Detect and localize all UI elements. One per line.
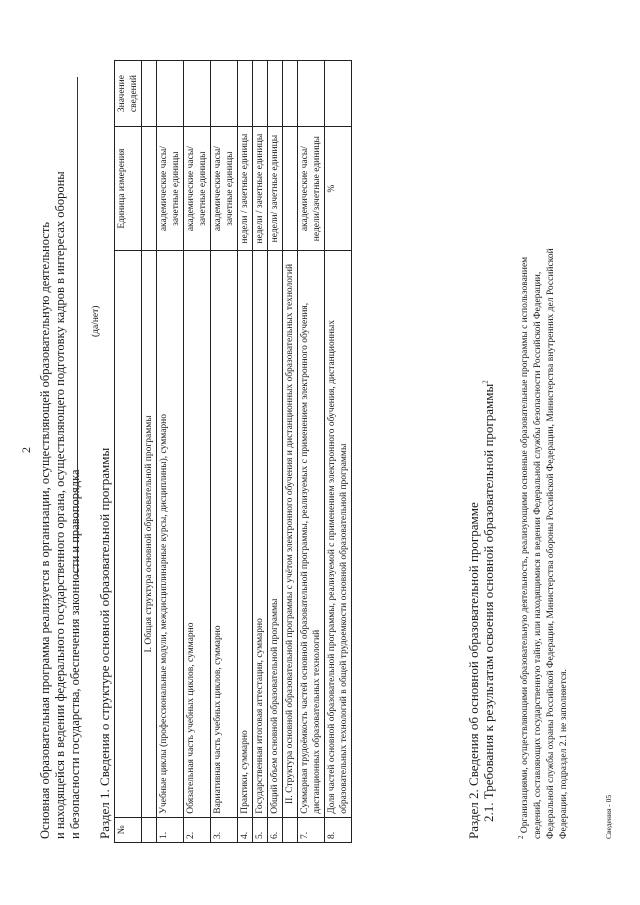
- page-number: 2: [19, 447, 33, 453]
- footnote-line-4: Федерации, подраздел 2.1 не заполняется.: [559, 669, 569, 839]
- row-name: Суммарная трудоёмкость частей основной образовательной программы, реализуемых с применением электронного обучения, дистанционных образовательных технологий: [298, 251, 325, 818]
- header-unit: Единица измерения: [115, 127, 142, 251]
- row-number: 7.: [298, 817, 325, 842]
- row-unit: недели / зачетные единицы: [253, 127, 268, 251]
- intro-line-3: и безопасности государства, обеспечения законности и правопорядка: [68, 469, 82, 839]
- section-2-heading: Раздел 2. Сведения об основной образовательной программе: [466, 502, 481, 839]
- table-row: [253, 61, 268, 843]
- row-unit: академические часы/ недели/зачетные единицы: [298, 127, 325, 251]
- table-row: [157, 61, 184, 843]
- subsection-2-1-text: 2.1. Требования к результатам освоения основной образовательной программы: [481, 383, 496, 822]
- footnote-reference: 2: [481, 380, 490, 384]
- header-number: №: [115, 817, 142, 842]
- intro-line-1: Основная образовательная программа реализуется в организации, осуществляющей образовательную деятельность: [38, 221, 52, 839]
- answer-fill-line[interactable]: [77, 77, 78, 577]
- row-unit: %: [325, 127, 352, 251]
- row-number: 4.: [238, 817, 253, 842]
- row-unit: академические часы/ зачетные единицы: [157, 127, 184, 251]
- table-row: [268, 61, 283, 843]
- row-unit: недели / зачетные единицы: [238, 127, 253, 251]
- row-value-cell[interactable]: [238, 61, 253, 127]
- table-row: [325, 61, 352, 843]
- row-value-cell[interactable]: [157, 61, 184, 127]
- row-number: 2.: [184, 817, 211, 842]
- table-row: [238, 61, 253, 843]
- header-value: Значение сведений: [115, 61, 142, 127]
- row-name: Практики, суммарно: [238, 251, 253, 818]
- table-header-row: [115, 61, 142, 843]
- row-number: 5.: [253, 817, 268, 842]
- row-name: Учебные циклы (профессиональные модули, междисциплинарные курсы, дисциплины), суммарно: [157, 251, 184, 818]
- table-row: [298, 61, 325, 843]
- row-unit: недели/ зачетные единицы: [268, 127, 283, 251]
- row-name: Вариативная часть учебных циклов, суммарно: [211, 251, 238, 818]
- row-unit: академические часы/ зачетные единицы: [211, 127, 238, 251]
- footnote-line-3: Федеральной службы охраны Российской Федерации, Министерства обороны Российской Федерации, Министерства внутренних дел Российской: [546, 248, 556, 839]
- header-name: [115, 251, 142, 818]
- subsection-row: [142, 61, 157, 843]
- footnote-mark: 2: [516, 835, 525, 839]
- footnote-line-2: сведений, составляющих государственную тайну, или находящимися в ведении Федеральной службы безопасности Российской Федерации,: [533, 271, 543, 839]
- table-row: [211, 61, 238, 843]
- row-number: 8.: [325, 817, 352, 842]
- row-value-cell[interactable]: [253, 61, 268, 127]
- intro-line-2: и находящейся в ведении федерального государственного органа, осуществляющего подготовку кадров в интересах обороны: [53, 171, 67, 839]
- subsection-title-1: I. Общая структура основной образовательной программы: [142, 251, 157, 818]
- row-value-cell[interactable]: [325, 61, 352, 127]
- footnote-line-1: [516, 256, 530, 839]
- row-name: Обязательная часть учебных циклов, суммарно: [184, 251, 211, 818]
- answer-hint: (да/нет): [91, 305, 101, 337]
- row-value-cell[interactable]: [268, 61, 283, 127]
- row-value-cell[interactable]: [298, 61, 325, 127]
- subsection-2-1-heading: [481, 380, 497, 822]
- row-number: 3.: [211, 817, 238, 842]
- row-name: Доля частей основной образовательной программы, реализуемой с применением электронного обучения, дистанционных образовательных технологий в общей трудоемкости основной образовательной программы: [325, 251, 352, 818]
- table-row: [184, 61, 211, 843]
- structure-table: [114, 60, 352, 843]
- row-number: 1.: [157, 817, 184, 842]
- section-1-heading: Раздел 1. Сведения о структуре основной образовательной программы: [97, 447, 112, 839]
- row-value-cell[interactable]: [184, 61, 211, 127]
- row-number: 6.: [268, 817, 283, 842]
- subsection-title-2: II. Структура основной образовательной программы с учётом электронного обучения и дистанционных образовательных технологий: [283, 251, 298, 818]
- row-unit: академические часы/ зачетные единицы: [184, 127, 211, 251]
- row-value-cell[interactable]: [211, 61, 238, 127]
- row-name: Общий объем основной образовательной программы: [268, 251, 283, 818]
- row-name: Государственная итоговая аттестация, суммарно: [253, 251, 268, 818]
- subsection-row: [283, 61, 298, 843]
- form-code: Сведения - 05: [604, 794, 613, 839]
- footnote-text-1: Организациями, осуществляющими образовательную деятельность, реализующими основные образовательные программы с использованием: [520, 256, 530, 834]
